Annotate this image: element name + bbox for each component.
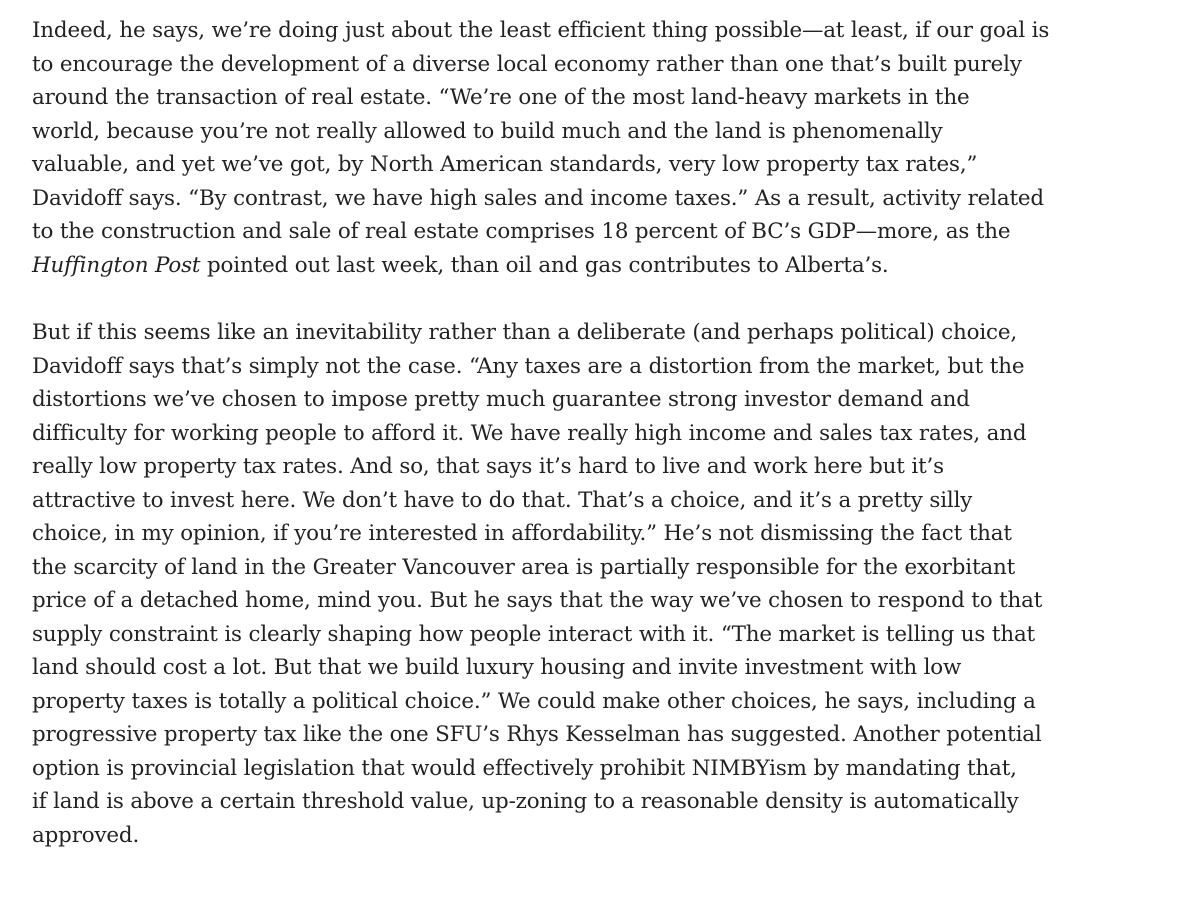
publication-name-italic: Huffington Post xyxy=(32,252,201,278)
paragraph-taxes-efficiency xyxy=(32,14,1168,282)
text-line: world, because you’re not really allowed to build much and the land is phenomenally xyxy=(32,118,943,144)
text-line: really low property tax rates. And so, that says it’s hard to live and work here but it’s xyxy=(32,454,944,479)
text-line: Davidoff says that’s simply not the case. “Any taxes are a distortion from the market, but the xyxy=(32,353,1025,379)
text-line: to encourage the development of a diverse local economy rather than one that’s built purely xyxy=(32,51,1022,77)
text-line: difficulty for working people to afford it. We have really high income and sales tax rates, and xyxy=(32,420,1027,446)
text-line: the scarcity of land in the Greater Vancouver area is partially responsible for the exorbitant xyxy=(32,554,1016,580)
text-line: option is provincial legislation that would effectively prohibit NIMBYism by mandating that, xyxy=(32,755,1017,781)
text-line: if land is above a certain threshold value, up-zoning to a reasonable density is automatically xyxy=(32,789,1019,814)
text-line: property taxes is totally a political choice.” We could make other choices, he says, including a xyxy=(32,688,1036,714)
text-line: attractive to invest here. We don’t have to do that. That’s a choice, and it’s a pretty silly xyxy=(32,487,973,513)
text-line: to the construction and sale of real estate comprises 18 percent of BC’s GDP—more, as the xyxy=(32,219,1011,244)
text-line: distortions we’ve chosen to impose pretty much guarantee strong investor demand and xyxy=(32,387,970,412)
text-line xyxy=(32,249,1168,283)
text-line: price of a detached home, mind you. But he says that the way we’ve chosen to respond to that xyxy=(32,588,1043,613)
paragraph-political-choice xyxy=(32,316,1168,852)
text-run: pointed out last week, than oil and gas contributes to Alberta’s. xyxy=(200,252,889,278)
text-line: around the transaction of real estate. “We’re one of the most land-heavy markets in the xyxy=(32,85,970,110)
text-line: Davidoff says. “By contrast, we have high sales and income taxes.” As a result, activity related xyxy=(32,185,1044,211)
text-line: valuable, and yet we’ve got, by North American standards, very low property tax rates,” xyxy=(32,152,978,177)
text-line: Indeed, he says, we’re doing just about the least efficient thing possible—at least, if our goal is xyxy=(32,18,1050,43)
text-line: land should cost a lot. But that we build luxury housing and invite investment with low xyxy=(32,655,962,680)
text-line: But if this seems like an inevitability rather than a deliberate (and perhaps political) choice, xyxy=(32,320,1018,345)
text-line: approved. xyxy=(32,822,140,848)
text-line: progressive property tax like the one SFU’s Rhys Kesselman has suggested. Another potential xyxy=(32,722,1042,747)
text-line: choice, in my opinion, if you’re interested in affordability.” He’s not dismissing the fact that xyxy=(32,521,1012,546)
article-body xyxy=(32,14,1168,852)
text-line: supply constraint is clearly shaping how people interact with it. “The market is telling us that xyxy=(32,621,1036,647)
